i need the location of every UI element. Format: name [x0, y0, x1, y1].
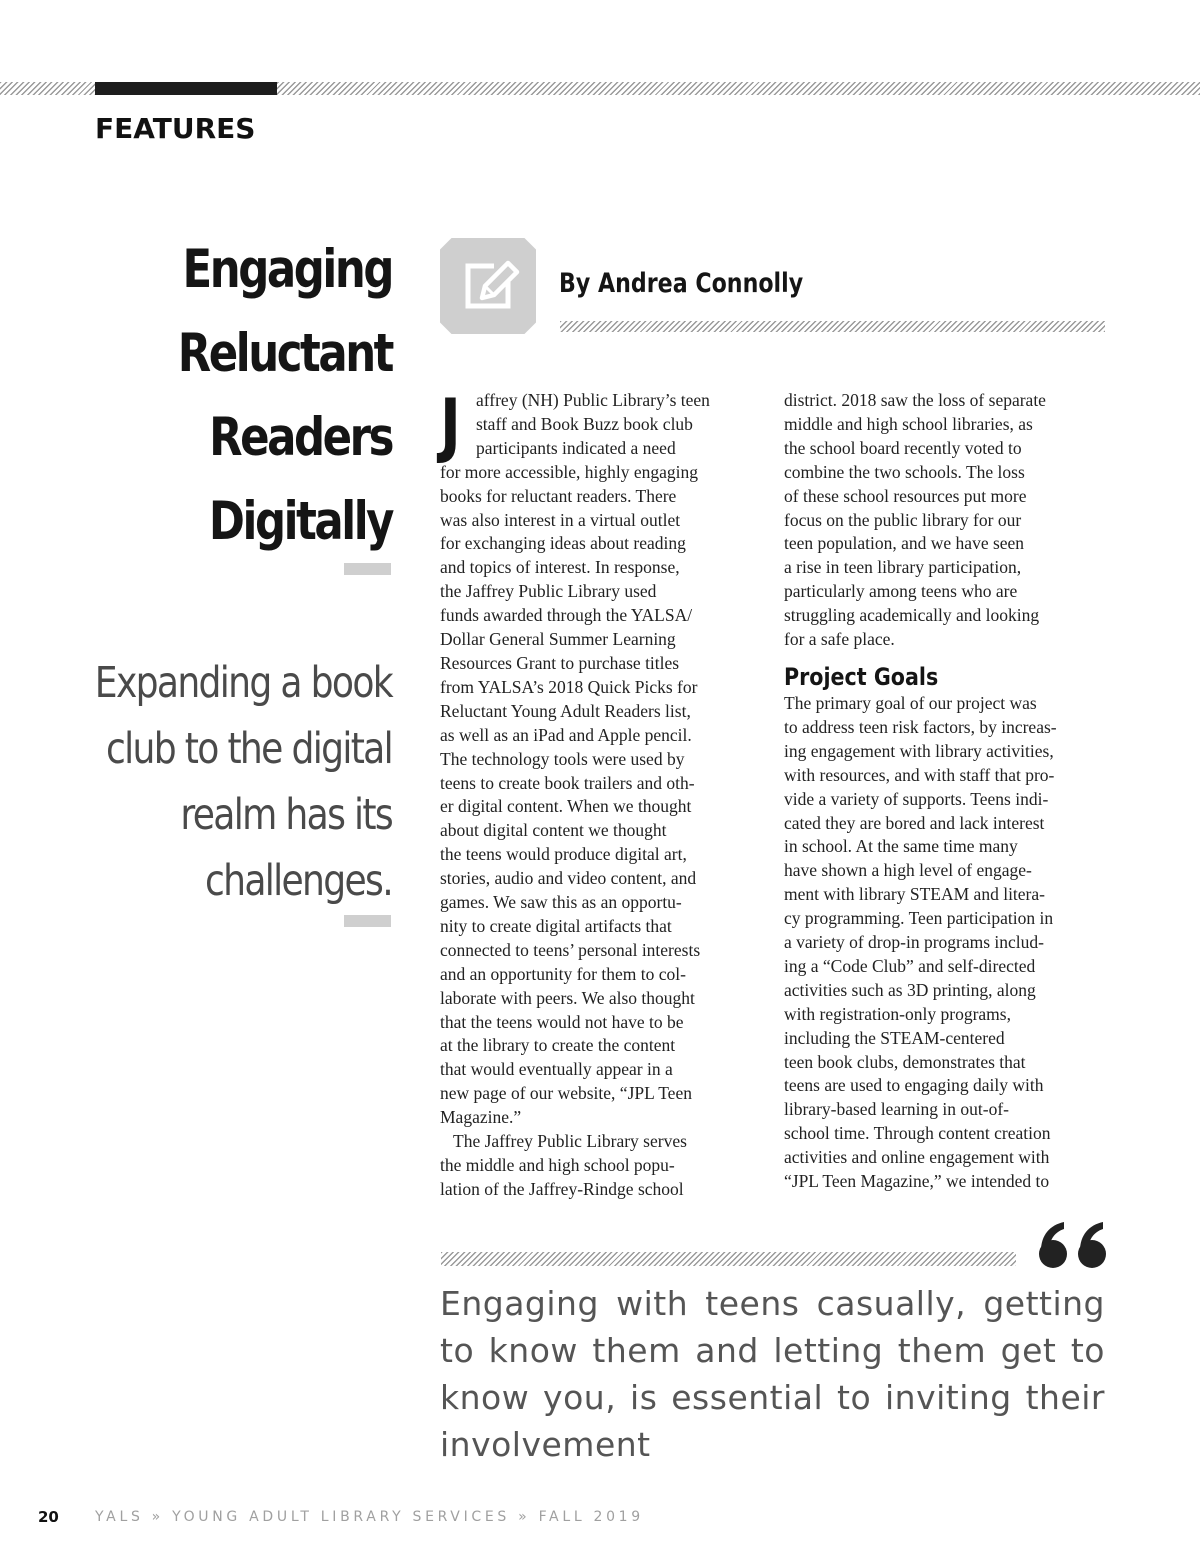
text-line: and topics of interest. In response,: [440, 557, 680, 578]
paragraph-text: [440, 384, 710, 1128]
text-line: laborate with peers. We also thought: [440, 987, 695, 1008]
text-line: school time. Through content creation: [784, 1123, 1051, 1144]
text-line: ing engagement with library activities,: [784, 740, 1054, 761]
quote-icon: [1036, 1215, 1110, 1275]
text-line: teen book clubs, demonstrates that: [784, 1051, 1026, 1072]
text-line: cy programming. Teen participation in: [784, 908, 1054, 929]
text-line: teen population, and we have seen: [784, 533, 1025, 554]
paragraph-text: [784, 693, 1057, 1191]
text-line: struggling academically and looking: [784, 605, 1040, 626]
text-line: that the teens would not have to be: [440, 1011, 684, 1032]
text-line: middle and high school libraries, as: [784, 413, 1033, 434]
text-line: cated they are bored and lack interest: [784, 812, 1045, 833]
deck-line: club to the digital: [105, 724, 392, 774]
text-line: at the library to create the content: [440, 1035, 676, 1056]
text-line: games. We saw this as an opportu-: [440, 892, 682, 913]
text-line: stories, audio and video content, and: [440, 868, 697, 889]
text-line: the Jaffrey Public Library used: [440, 581, 657, 602]
text-line: a variety of drop-in programs includ-: [784, 932, 1044, 953]
body-paragraph: [440, 1130, 758, 1202]
text-line: about digital content we thought: [440, 820, 667, 841]
title-line: Digitally: [208, 491, 392, 552]
title-divider: [344, 563, 391, 575]
text-line: for a safe place.: [784, 629, 895, 650]
deck-divider: [344, 915, 391, 927]
text-line: new page of our website, “JPL Teen: [440, 1083, 692, 1104]
title-line: Engaging: [182, 239, 392, 300]
text-line: district. 2018 saw the loss of separate: [784, 390, 1046, 410]
text-line: particularly among teens who are: [784, 581, 1018, 602]
text-line: a rise in teen library participation,: [784, 557, 1022, 578]
byline-hatch-rule: [560, 321, 1105, 332]
text-line: books for reluctant readers. There: [440, 485, 677, 506]
running-footer: YALS » YOUNG ADULT LIBRARY SERVICES » FALL 2019: [95, 1509, 644, 1525]
text-line: have shown a high level of engage-: [784, 860, 1032, 881]
text-line: and an opportunity for them to col-: [440, 963, 686, 984]
intro-paragraph: [440, 384, 758, 1130]
body-paragraph: [784, 389, 1102, 652]
section-label: FEATURES: [95, 112, 256, 145]
text-line: with resources, and with staff that pro-: [784, 764, 1055, 785]
dropcap: J: [440, 384, 461, 466]
text-line: focus on the public library for our: [784, 509, 1022, 530]
quote-hatch-rule: [441, 1252, 1016, 1266]
text-line: Dollar General Summer Learning: [440, 629, 676, 650]
body-column-2: [784, 389, 1102, 1194]
page-number: 20: [38, 1508, 59, 1526]
deck-line: challenges.: [204, 856, 392, 906]
body-paragraph: [784, 692, 1102, 1194]
text-line: nity to create digital artifacts that: [440, 915, 672, 936]
article-title: [130, 228, 392, 564]
paragraph-text: [784, 390, 1046, 649]
text-line: “JPL Teen Magazine,” we intended to: [784, 1171, 1050, 1192]
text-line: vide a variety of supports. Teens indi-: [784, 788, 1049, 809]
text-line: The primary goal of our project was: [784, 692, 1037, 713]
text-line: of these school resources put more: [784, 485, 1027, 506]
text-line: connected to teens’ personal interests: [440, 939, 701, 960]
text-line: participants indicated a need: [476, 437, 676, 458]
text-line: ing a “Code Club” and self-directed: [784, 955, 1036, 976]
text-line: was also interest in a virtual outlet: [440, 509, 681, 530]
text-line: funds awarded through the YALSA/: [440, 605, 693, 626]
text-line: activities and online engagement with: [784, 1147, 1050, 1168]
text-line: staff and Book Buzz book club: [476, 413, 693, 434]
body-column-1: [440, 384, 758, 1202]
text-line: Magazine.”: [440, 1107, 522, 1128]
text-line: for exchanging ideas about reading: [440, 533, 686, 554]
text-line: the teens would produce digital art,: [440, 844, 687, 865]
text-line: including the STEAM-centered: [784, 1027, 1005, 1048]
text-line: activities such as 3D printing, along: [784, 979, 1036, 1000]
pull-quote: Engaging with teens casually, getting to know them and letting them get to know you, is essential to inviting their involvement: [440, 1284, 1105, 1464]
text-line: library-based learning in out-of-: [784, 1099, 1009, 1120]
text-line: to address teen risk factors, by increas-: [784, 716, 1057, 737]
text-line: ment with library STEAM and litera-: [784, 884, 1045, 905]
text-line: Resources Grant to purchase titles: [440, 652, 680, 673]
edit-icon: [440, 238, 536, 334]
text-line: affrey (NH) Public Library’s teen: [476, 390, 710, 410]
deck-line: Expanding a book: [94, 658, 392, 708]
text-line: The technology tools were used by: [440, 748, 685, 769]
text-line: in school. At the same time many: [784, 836, 1018, 857]
text-line: as well as an iPad and Apple pencil.: [440, 724, 692, 745]
text-line: Reluctant Young Adult Readers list,: [440, 700, 691, 721]
text-line: with registration-only programs,: [784, 1003, 1011, 1024]
byline: By Andrea Connolly: [559, 268, 804, 299]
title-line: Readers: [209, 407, 392, 468]
text-line: for more accessible, highly engaging: [440, 461, 699, 482]
text-line: the school board recently voted to: [784, 437, 1022, 458]
text-line: er digital content. When we thought: [440, 796, 692, 817]
article-deck: [90, 650, 392, 914]
title-line: Reluctant: [177, 323, 392, 384]
text-line: lation of the Jaffrey-Rindge school: [440, 1178, 684, 1199]
section-bar: [95, 82, 277, 95]
text-line: teens to create book trailers and oth-: [440, 772, 695, 793]
text-line: combine the two schools. The loss: [784, 461, 1025, 482]
paragraph-text: [440, 1131, 687, 1199]
text-line: teens are used to engaging daily with: [784, 1075, 1044, 1096]
text-line: from YALSA’s 2018 Quick Picks for: [440, 676, 698, 697]
deck-line: realm has its: [180, 790, 392, 840]
text-line: the middle and high school popu-: [440, 1155, 675, 1175]
text-line: The Jaffrey Public Library serves: [453, 1131, 687, 1152]
section-heading: Project Goals: [784, 662, 939, 691]
text-line: that would eventually appear in a: [440, 1059, 673, 1080]
